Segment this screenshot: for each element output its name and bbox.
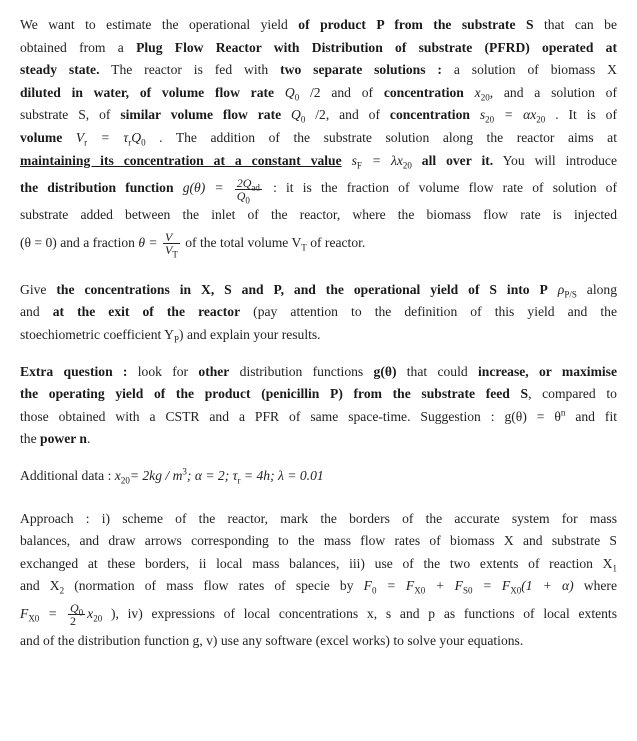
intro-line-6: volume $V_r = \tau_rQ_0$ . The addition of the substrate solution along the reactor aims at [20,129,617,148]
intro-line-1: We want to estimate the operational yield of product P from the substrate S that can be [20,17,618,32]
distribution-fraction: $\frac{2Q_{ad}}{Q_0}$ [236,175,260,205]
intro-line-2: obtained from a Plug Flow Reactor with Distribution of substrate (PFRD) operated at [20,39,617,55]
problem-statement [20,14,617,652]
intro-line-3: steady state. The reactor is fed with two separate solutions : a solution of biomass X [20,62,617,78]
paragraph-question [20,279,617,347]
question-line-2: and at the exit of the reactor (pay attention to the definition of this yield and the [20,304,617,320]
paragraph-approach [20,508,617,653]
extra-line-2: the operating yield of the product (penicillin P) from the substrate feed S, compared to [20,386,617,402]
approach-line-6: and of the distribution function g, v) use any software (excel works) to solve your equations. [20,632,524,648]
extra-line-1: Extra question : look for other distribution functions g(θ) that could increase, or maximise [20,363,618,379]
approach-line-2: balances, and draw arrows corresponding to the mass flow rates of biomass X and substrate S [20,533,617,549]
approach-line-1: Approach : i) scheme of the reactor, mark the borders of the accurate system for mass [20,510,617,526]
question-line-1: Give the concentrations in X, S and P, and the operational yield of S into P $\rho_{P/S}$ along [20,281,617,300]
intro-line-10: (θ = 0) and a fraction θ = $\frac{V}{V_T}$ of the total volume $V_T$ of reactor. [20,230,366,260]
extra-line-3: those obtained with a CSTR and a PFR of same space-time. Suggestion : $g(\theta) = \theta^n$ and fit [20,407,617,424]
intro-line-5: substrate S, of similar volume flow rate $Q_0$ /2, and of concentration $s_{20} = \alpha x_{20}$ . It is of [20,107,617,126]
extra-line-4: the power n. [20,431,91,447]
intro-line-8: the distribution function g(θ) = $\frac{2Q_{ad}}{Q_0}$ : it is the fraction of volume flow rate of solution of [20,175,617,205]
feed-fraction: $\frac{Q_0}{2}$ [70,601,84,629]
paragraph-extra-question [20,361,617,451]
question-line-3: stoechiometric coefficient $Y_P$) and explain your results. [20,326,321,345]
paragraph-additional-data [20,465,617,488]
data-line-1: Additional data : $x_{20}= 2kg / m^3$; α = 2; $\tau_r = 4h$; λ = 0.01 [20,466,324,486]
approach-line-5: $F_{X0}$ = $\frac{Q_0}{2}$ $x_{20}$ ), iv) expressions of local concentrations x, s and p as functions of local extents [20,601,617,629]
approach-line-3: exchanged at these borders, ii local mass balances, iii) use of the two extents of reaction $X_1$ [20,555,617,574]
intro-line-4: diluted in water, of volume flow rate $Q_0$ /2 and of concentration $x_{20}$, and a solution of [20,84,618,103]
approach-line-4: and $X_2$ (normation of mass flow rates of specie by $F_0 = F_{X0} + F_{S0} = F_{X0}(1 + \alpha)$ where [20,578,617,596]
paragraph-intro [20,14,617,259]
intro-line-9: substrate added between the inlet of the reactor, where the biomass flow rate is injected [20,207,617,223]
intro-line-7: maintaining its concentration at a constant value $s_F = \lambda x_{20}$ all over it. You will introduce [20,152,617,171]
volume-fraction: $\frac{V}{V_T}$ [165,230,178,260]
